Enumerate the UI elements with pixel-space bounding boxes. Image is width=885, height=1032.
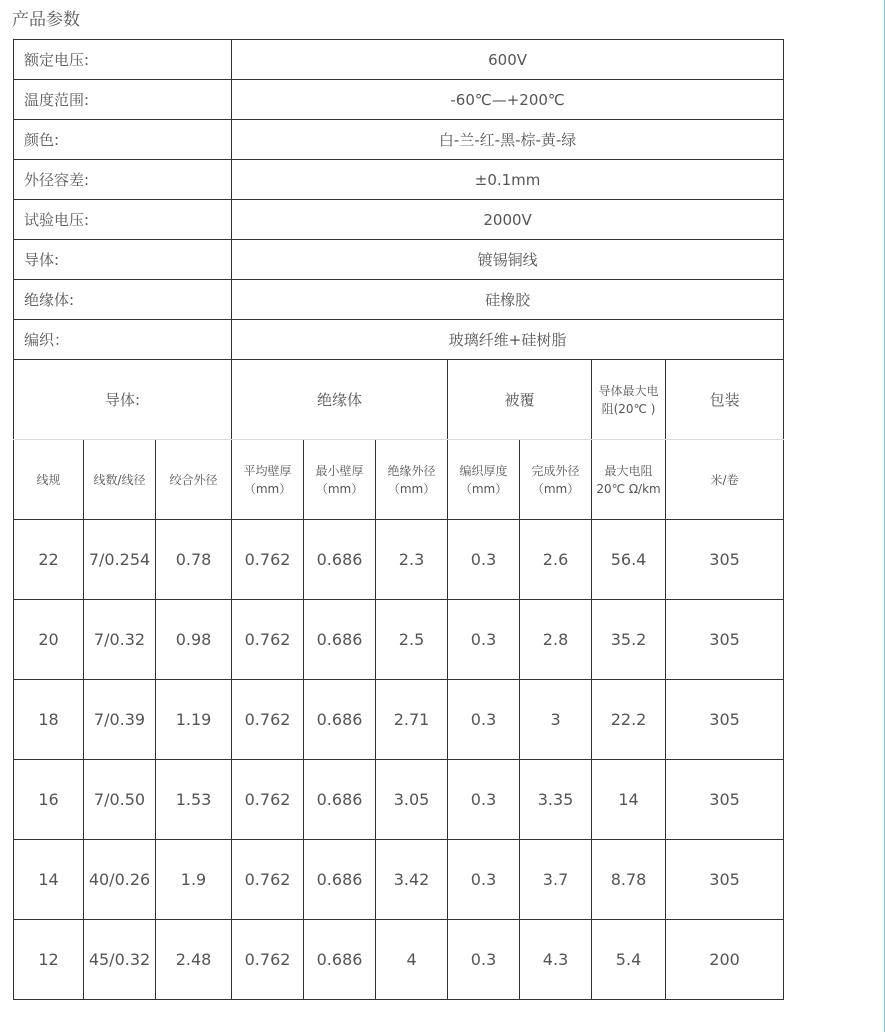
data-section [14,360,784,520]
spec-label: 绝缘体: [14,280,232,320]
table-cell: 0.686 [304,920,376,1000]
table-cell: 35.2 [592,600,666,680]
table-cell: 0.3 [448,680,520,760]
table-cell: 305 [666,600,784,680]
table-cell: 2.8 [520,600,592,680]
table-cell: 0.762 [232,840,304,920]
table-cell: 305 [666,520,784,600]
spec-value: 600V [232,40,784,80]
table-cell: 2.48 [156,920,232,1000]
table-cell: 0.686 [304,840,376,920]
table-cell: 305 [666,760,784,840]
table-cell: 7/0.50 [84,760,156,840]
column-header-line1: 编织厚度 [459,463,508,478]
column-header-line1: 绞合外径 [169,472,218,487]
spec-label: 编织： [14,320,232,360]
spec-row [14,200,784,240]
group-max-resistance-line2: 阻(20℃ ) [601,401,656,416]
column-header-line1: 线规 [36,472,61,487]
spec-row [14,160,784,200]
spec-row [14,80,784,120]
table-cell: 20 [14,600,84,680]
table-cell: 3.42 [376,840,448,920]
table-cell: 45/0.32 [84,920,156,1000]
table-cell: 0.98 [156,600,232,680]
spec-row [14,240,784,280]
spec-value: 2000V [232,200,784,240]
table-cell: 1.53 [156,760,232,840]
table-cell: 305 [666,840,784,920]
group-max-resistance [592,360,666,440]
table-cell: 0.762 [232,760,304,840]
table-cell: 0.3 [448,920,520,1000]
table-cell: 16 [14,760,84,840]
group-insulation: 绝缘体 [232,360,448,440]
table-cell: 305 [666,680,784,760]
table-cell: 0.686 [304,680,376,760]
spec-label: 导体: [14,240,232,280]
column-header-line1: 平均壁厚 [243,463,292,478]
table-cell: 14 [14,840,84,920]
table-cell: 14 [592,760,666,840]
column-header-line1: 完成外径 [531,463,580,478]
spec-value: 白-兰-红-黑-棕-黄-绿 [232,120,784,160]
table-cell: 1.19 [156,680,232,760]
page-title: 产品参数 [12,10,80,30]
column-header-line1: 绝缘外径 [387,463,436,478]
column-header [156,440,232,520]
table-cell: 0.762 [232,600,304,680]
table-cell: 7/0.39 [84,680,156,760]
column-header-line1: 最小壁厚 [315,463,364,478]
column-header-line2: （mm） [315,481,364,496]
column-header [520,440,592,520]
table-cell: 1.9 [156,840,232,920]
spec-value: 硅橡胶 [232,280,784,320]
column-header [592,440,666,520]
table-cell: 0.3 [448,840,520,920]
table-cell: 0.762 [232,920,304,1000]
column-header [232,440,304,520]
column-header-line2: （mm） [531,481,580,496]
column-header [84,440,156,520]
table-cell: 8.78 [592,840,666,920]
spec-label: 颜色: [14,120,232,160]
data-rows [14,520,784,1000]
spec-value: -60℃—+200℃ [232,80,784,120]
table-cell: 2.5 [376,600,448,680]
spec-label: 试验电压: [14,200,232,240]
spec-label: 温度范围: [14,80,232,120]
column-header-line1: 米/卷 [710,472,739,487]
column-header-line1: 最大电阻 [604,463,653,478]
table-row [14,520,784,600]
table-row [14,920,784,1000]
table-cell: 18 [14,680,84,760]
table-cell: 7/0.254 [84,520,156,600]
table-cell: 0.3 [448,760,520,840]
table-cell: 4 [376,920,448,1000]
column-header [666,440,784,520]
column-header-line2: （mm） [387,481,436,496]
group-coating: 被覆 [448,360,592,440]
table-cell: 12 [14,920,84,1000]
product-spec-table [13,39,784,1000]
column-header [304,440,376,520]
column-header [14,440,84,520]
table-cell: 0.762 [232,520,304,600]
spec-row [14,120,784,160]
group-max-resistance-line1: 导体最大电 [598,383,659,398]
column-header-row [14,440,784,520]
column-header-line1: 线数/线径 [93,472,146,487]
spec-row [14,280,784,320]
group-header-row [14,360,784,440]
table-cell: 22 [14,520,84,600]
spec-value: 玻璃纤维+硅树脂 [232,320,784,360]
spec-value: ±0.1mm [232,160,784,200]
spec-row [14,40,784,80]
table-cell: 200 [666,920,784,1000]
group-conductor: 导体: [14,360,232,440]
column-header-line2: 20℃ Ω/km [596,481,661,496]
table-cell: 3.05 [376,760,448,840]
spec-row [14,320,784,360]
table-cell: 0.686 [304,520,376,600]
spec-label: 额定电压: [14,40,232,80]
table-cell: 7/0.32 [84,600,156,680]
column-header [448,440,520,520]
table-row [14,840,784,920]
table-cell: 2.6 [520,520,592,600]
table-cell: 0.762 [232,680,304,760]
table-cell: 3 [520,680,592,760]
table-cell: 0.3 [448,600,520,680]
table-cell: 3.35 [520,760,592,840]
column-header [376,440,448,520]
table-cell: 2.3 [376,520,448,600]
table-cell: 3.7 [520,840,592,920]
table-cell: 2.71 [376,680,448,760]
spec-value: 镀锡铜线 [232,240,784,280]
table-cell: 0.78 [156,520,232,600]
table-row [14,760,784,840]
table-cell: 0.3 [448,520,520,600]
table-cell: 0.686 [304,600,376,680]
table-row [14,680,784,760]
table-cell: 0.686 [304,760,376,840]
table-row [14,600,784,680]
table-cell: 4.3 [520,920,592,1000]
column-header-line2: （mm） [459,481,508,496]
table-cell: 22.2 [592,680,666,760]
spec-section [14,40,784,360]
group-packing: 包装 [666,360,784,440]
table-cell: 56.4 [592,520,666,600]
table-cell: 5.4 [592,920,666,1000]
table-cell: 40/0.26 [84,840,156,920]
spec-label: 外径容差: [14,160,232,200]
column-header-line2: （mm） [243,481,292,496]
